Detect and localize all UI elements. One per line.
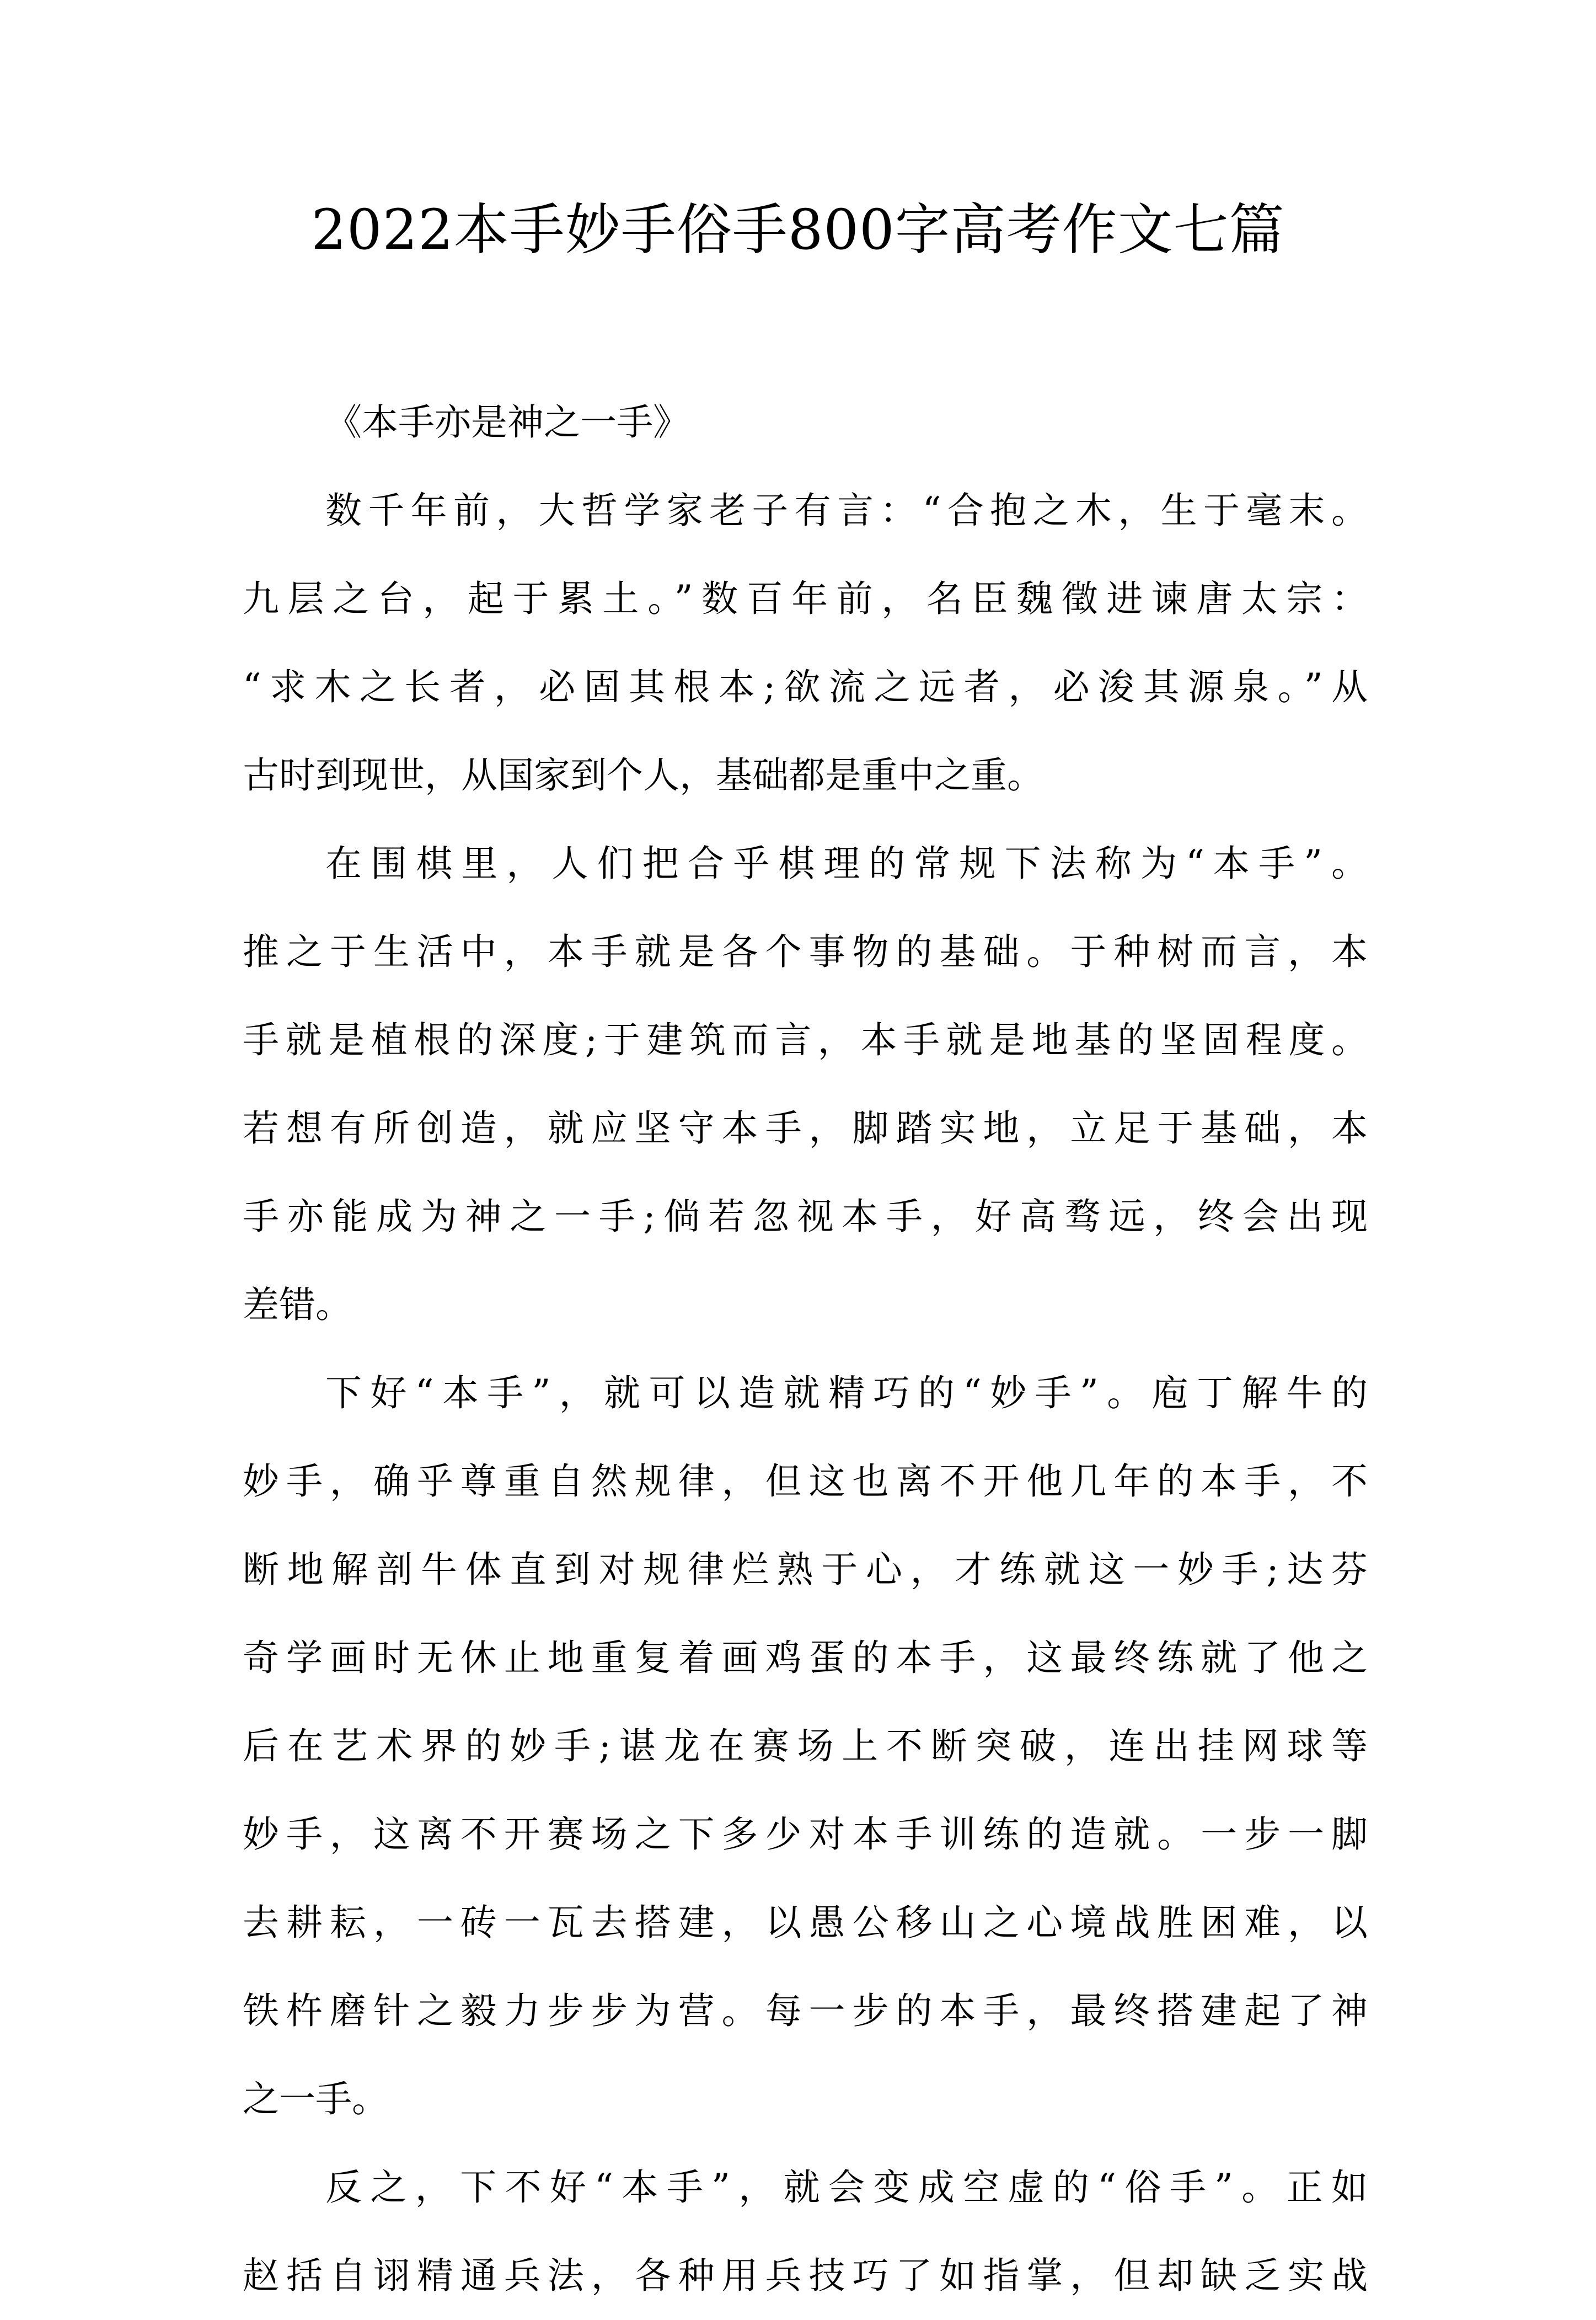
paragraph-4-line: 赵括自诩精通兵法，各种用兵技巧了如指掌，但却缺乏实战 — [243, 2254, 1368, 2297]
paragraph-2-line: 手就是植根的深度;于建筑而言，本手就是地基的坚固程度。 — [243, 1019, 1368, 1061]
paragraph-4-line: 反之，下不好“本手”，就会变成空虚的“俗手”。正如 — [325, 2166, 1368, 2209]
paragraph-3-line: 妙手，这离不开赛场之下多少对本手训练的造就。一步一脚 — [243, 1813, 1368, 1856]
paragraph-2-line: 手亦能成为神之一手;倘若忽视本手，好高骛远，终会出现 — [243, 1195, 1368, 1238]
paragraph-1-line: “求木之长者，必固其根本;欲流之远者，必浚其源泉。”从 — [243, 666, 1368, 708]
paragraph-1-line: 数千年前，大哲学家老子有言：“合抱之木，生于毫末。 — [325, 489, 1368, 532]
paragraph-2-line: 在围棋里，人们把合乎棋理的常规下法称为“本手”。 — [325, 842, 1368, 885]
paragraph-3-line: 去耕耘，一砖一瓦去搭建，以愚公移山之心境战胜困难，以 — [243, 1901, 1368, 1944]
paragraph-1-line: 古时到现世，从国家到个人，基础都是重中之重。 — [243, 754, 1043, 797]
paragraph-1-line: 九层之台，起于累土。”数百年前，名臣魏徵进谏唐太宗： — [243, 578, 1368, 620]
document-title: 2022本手妙手俗手800字高考作文七篇 — [311, 197, 1285, 262]
document-body — [243, 378, 1368, 2320]
paragraph-3-line: 后在艺术界的妙手;谌龙在赛场上不断突破，连出挂网球等 — [243, 1725, 1368, 1767]
paragraph-2-line: 若想有所创造，就应坚守本手，脚踏实地，立足于基础，本 — [243, 1107, 1368, 1150]
paragraph-3-line: 下好“本手”，就可以造就精巧的“妙手”。庖丁解牛的 — [325, 1372, 1368, 1414]
paragraph-3-line: 之一手。 — [243, 2078, 388, 2120]
essay-title: 《本手亦是神之一手》 — [325, 401, 689, 443]
paragraph-3-line: 妙手，确乎尊重自然规律，但这也离不开他几年的本手，不 — [243, 1460, 1368, 1503]
paragraph-3-line: 断地解剖牛体直到对规律烂熟于心，才练就这一妙手;达芬 — [243, 1548, 1368, 1591]
paragraph-2-line: 差错。 — [243, 1284, 352, 1326]
paragraph-2-line: 推之于生活中，本手就是各个事物的基础。于种树而言，本 — [243, 931, 1368, 973]
paragraph-3-line: 奇学画时无休止地重复着画鸡蛋的本手，这最终练就了他之 — [243, 1637, 1368, 1679]
paragraph-3-line: 铁杵磨针之毅力步步为营。每一步的本手，最终搭建起了神 — [243, 1990, 1368, 2032]
